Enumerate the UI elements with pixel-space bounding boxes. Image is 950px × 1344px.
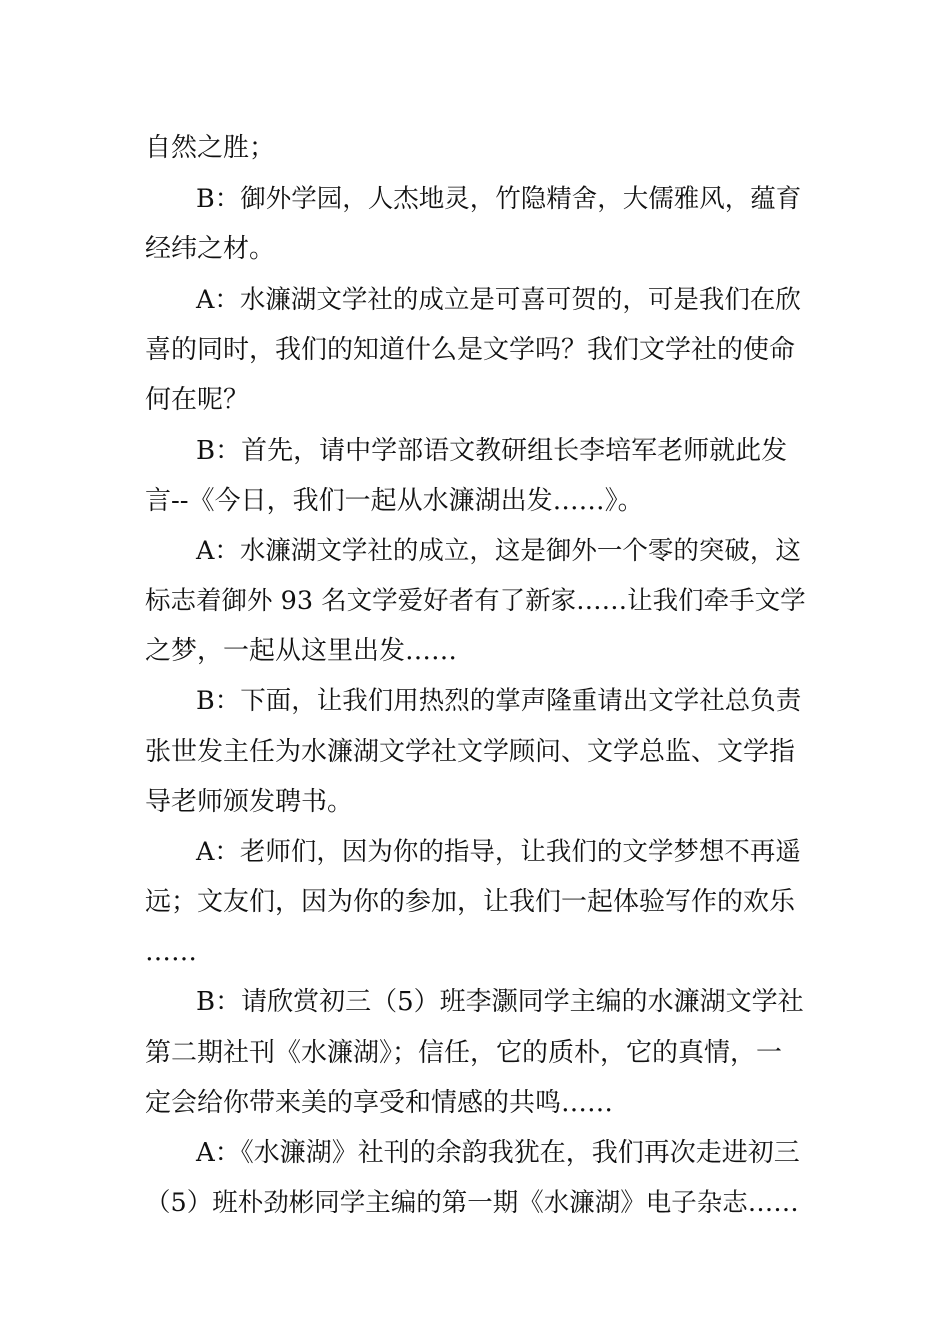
- text-line: 远；文友们，因为你的参加，让我们一起体验写作的欢乐: [145, 887, 796, 917]
- text-line: B：下面，让我们用热烈的掌声隆重请出文学社总负责: [196, 686, 802, 716]
- text-line: 何在呢？: [145, 385, 250, 415]
- text-line: 导老师颁发聘书。: [145, 787, 354, 817]
- text-line: 定会给你带来美的享受和情感的共鸣……: [145, 1088, 614, 1118]
- text-line: 标志着御外 93 名文学爱好者有了新家……让我们牵手文学: [145, 586, 806, 616]
- text-line: A：老师们，因为你的指导，让我们的文学梦想不再遥: [196, 837, 801, 867]
- text-line: B：请欣赏初三（5）班李灏同学主编的水濂湖文学社: [196, 987, 804, 1017]
- text-line: B：首先，请中学部语文教研组长李培军老师就此发: [196, 436, 788, 466]
- text-line: A：水濂湖文学社的成立是可喜可贺的，可是我们在欣: [196, 285, 801, 315]
- text-line: A：水濂湖文学社的成立，这是御外一个零的突破，这: [196, 536, 801, 566]
- text-line: B：御外学园，人杰地灵，竹隐精舍，大儒雅风，蕴育: [196, 184, 802, 214]
- text-line: 言--《今日，我们一起从水濂湖出发……》。: [145, 486, 644, 516]
- text-line: ……: [145, 937, 197, 967]
- text-line: 喜的同时，我们的知道什么是文学吗？我们文学社的使命: [145, 335, 796, 365]
- text-line: A：《水濂湖》社刊的余韵我犹在，我们再次走进初三: [196, 1138, 800, 1168]
- text-line: 之梦，一起从这里出发……: [145, 636, 458, 666]
- text-line: 经纬之材。: [145, 234, 276, 264]
- text-line: 自然之胜；: [145, 133, 276, 163]
- text-line: 第二期社刊《水濂湖》；信任，它的质朴，它的真情，一: [145, 1038, 783, 1068]
- text-line: 张世发主任为水濂湖文学社文学顾问、文学总监、文学指: [145, 737, 796, 767]
- text-line: （5）班朴劲彬同学主编的第一期《水濂湖》电子杂志……: [145, 1188, 799, 1218]
